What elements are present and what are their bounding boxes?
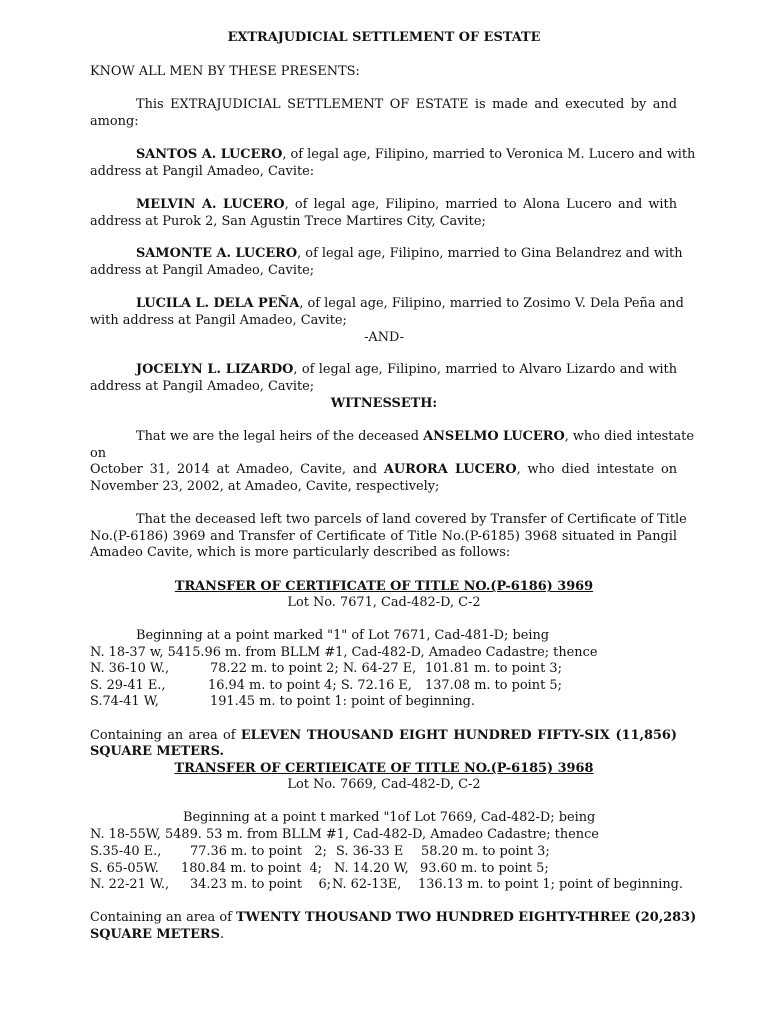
party-samonte-line-2: address at Pangil Amadeo, Cavite; (90, 263, 315, 278)
title1-bearing-3: S.74-41 W, (90, 694, 159, 709)
title1-area-line-2: SQUARE METERS. (90, 744, 224, 759)
title2-heading: TRANSFER OF CERTIEICATE OF TITLE NO.(P-6185) 3968 (174, 761, 594, 776)
title2-distance-1: 77.36 m. to point 2; (190, 844, 327, 859)
heirs-line-2: on (90, 446, 107, 461)
title1-bearing-1: N. 36-10 W., (90, 661, 170, 676)
title2-bearing-1: S.35-40 E., (90, 844, 162, 859)
title2-bearing-3b: N. 62-13E, (332, 877, 402, 892)
heirs-line-4: November 23, 2002, at Amadeo, Cavite, respectively; (90, 479, 440, 494)
heirs-line-3: October 31, 2014 at Amadeo, Cavite, and AURORA LUCERO, who died intestate on (90, 462, 678, 477)
title1-distance-3: 191.45 m. to point 1: point of beginning. (210, 694, 475, 709)
party-lucila-line-1: LUCILA L. DELA PEÑA, of legal age, Filipino, married to Zosimo V. Dela Peña and (136, 296, 684, 311)
party-jocelyn-line-1: JOCELYN L. LIZARDO, of legal age, Filipino, married to Alvaro Lizardo and with (136, 362, 677, 377)
party-santos-line-2: address at Pangil Amadeo, Cavite: (90, 164, 315, 179)
title2-area-line-1: Containing an area of TWENTY THOUSAND TWO HUNDRED EIGHTY-THREE (20,283) (90, 910, 697, 925)
title2-bearing-3: N. 22-21 W., (90, 877, 170, 892)
title2-distance-2: 180.84 m. to point 4; (181, 861, 323, 876)
title1-beginning-line-2: N. 18-37 w, 5415.96 m. from BLLM #1, Cad-482-D, Amadeo Cadastre; thence (90, 645, 598, 660)
document-title: EXTRAJUDICIAL SETTLEMENT OF ESTATE (227, 30, 541, 45)
title2-beginning-line-2: N. 18-55W, 5489. 53 m. from BLLM #1, Cad-482-D, Amadeo Cadastre; thence (90, 827, 599, 842)
title1-distance-2: 16.94 m. to point 4; S. 72.16 E, (208, 678, 412, 693)
title2-lot: Lot No. 7669, Cad-482-D, C-2 (287, 777, 481, 792)
party-jocelyn-line-2: address at Pangil Amadeo, Cavite; (90, 379, 315, 394)
title2-distance-2b: 93.60 m. to point 5; (420, 861, 549, 876)
party-melvin-line-1: MELVIN A. LUCERO, of legal age, Filipino, married to Alona Lucero and with (136, 197, 677, 212)
title2-bearing-2: S. 65-05W. (90, 861, 159, 876)
party-melvin-line-2: address at Purok 2, San Agustin Trece Martires City, Cavite; (90, 214, 486, 229)
title1-distance-1: 78.22 m. to point 2; N. 64-27 E, (210, 661, 417, 676)
title2-beginning-line-1: Beginning at a point t marked "1of Lot 7669, Cad-482-D; being (183, 810, 596, 825)
title1-beginning-line-1: Beginning at a point marked "1" of Lot 7671, Cad-481-D; being (136, 628, 550, 643)
greeting: KNOW ALL MEN BY THESE PRESENTS: (90, 64, 360, 79)
parcels-line-2: No.(P-6186) 3969 and Transfer of Certificate of Title No.(P-6185) 3968 situated in Pangil (90, 529, 677, 544)
heirs-line-1: That we are the legal heirs of the deceased ANSELMO LUCERO, who died intestate (136, 429, 694, 444)
title2-distance-3: 34.23 m. to point 6; (190, 877, 332, 892)
intro-line-2: among: (90, 114, 139, 129)
party-santos-line-1: SANTOS A. LUCERO, of legal age, Filipino, married to Veronica M. Lucero and with (136, 147, 696, 162)
party-samonte-line-1: SAMONTE A. LUCERO, of legal age, Filipino, married to Gina Belandrez and with (136, 246, 683, 261)
title2-area-line-2: SQUARE METERS. (90, 927, 225, 942)
parcels-line-1: That the deceased left two parcels of land covered by Transfer of Certificate of Title (136, 512, 687, 527)
title2-distance-3b: 136.13 m. to point 1; point of beginning. (418, 877, 683, 892)
and-separator: -AND- (364, 330, 404, 345)
title1-heading: TRANSFER OF CERTIFICATE OF TITLE NO.(P-6186) 3969 (174, 579, 594, 594)
title1-distance-1b: 101.81 m. to point 3; (425, 661, 562, 676)
witnesseth-heading: WITNESSETH: (330, 396, 438, 411)
title1-area-line-1: Containing an area of ELEVEN THOUSAND EIGHT HUNDRED FIFTY-SIX (11,856) (90, 728, 677, 743)
title1-distance-2b: 137.08 m. to point 5; (425, 678, 562, 693)
parcels-line-3: Amadeo Cavite, which is more particularly described as follows: (90, 545, 511, 560)
title2-bearing-1b: S. 36-33 E (336, 844, 404, 859)
title1-bearing-2: S. 29-41 E., (90, 678, 166, 693)
title2-distance-1b: 58.20 m. to point 3; (421, 844, 550, 859)
party-lucila-line-2: with address at Pangil Amadeo, Cavite; (90, 313, 347, 328)
title2-bearing-2b: N. 14.20 W, (334, 861, 409, 876)
intro-line-1: This EXTRAJUDICIAL SETTLEMENT OF ESTATE is made and executed by and (136, 97, 677, 112)
title1-lot: Lot No. 7671, Cad-482-D, C-2 (287, 595, 481, 610)
